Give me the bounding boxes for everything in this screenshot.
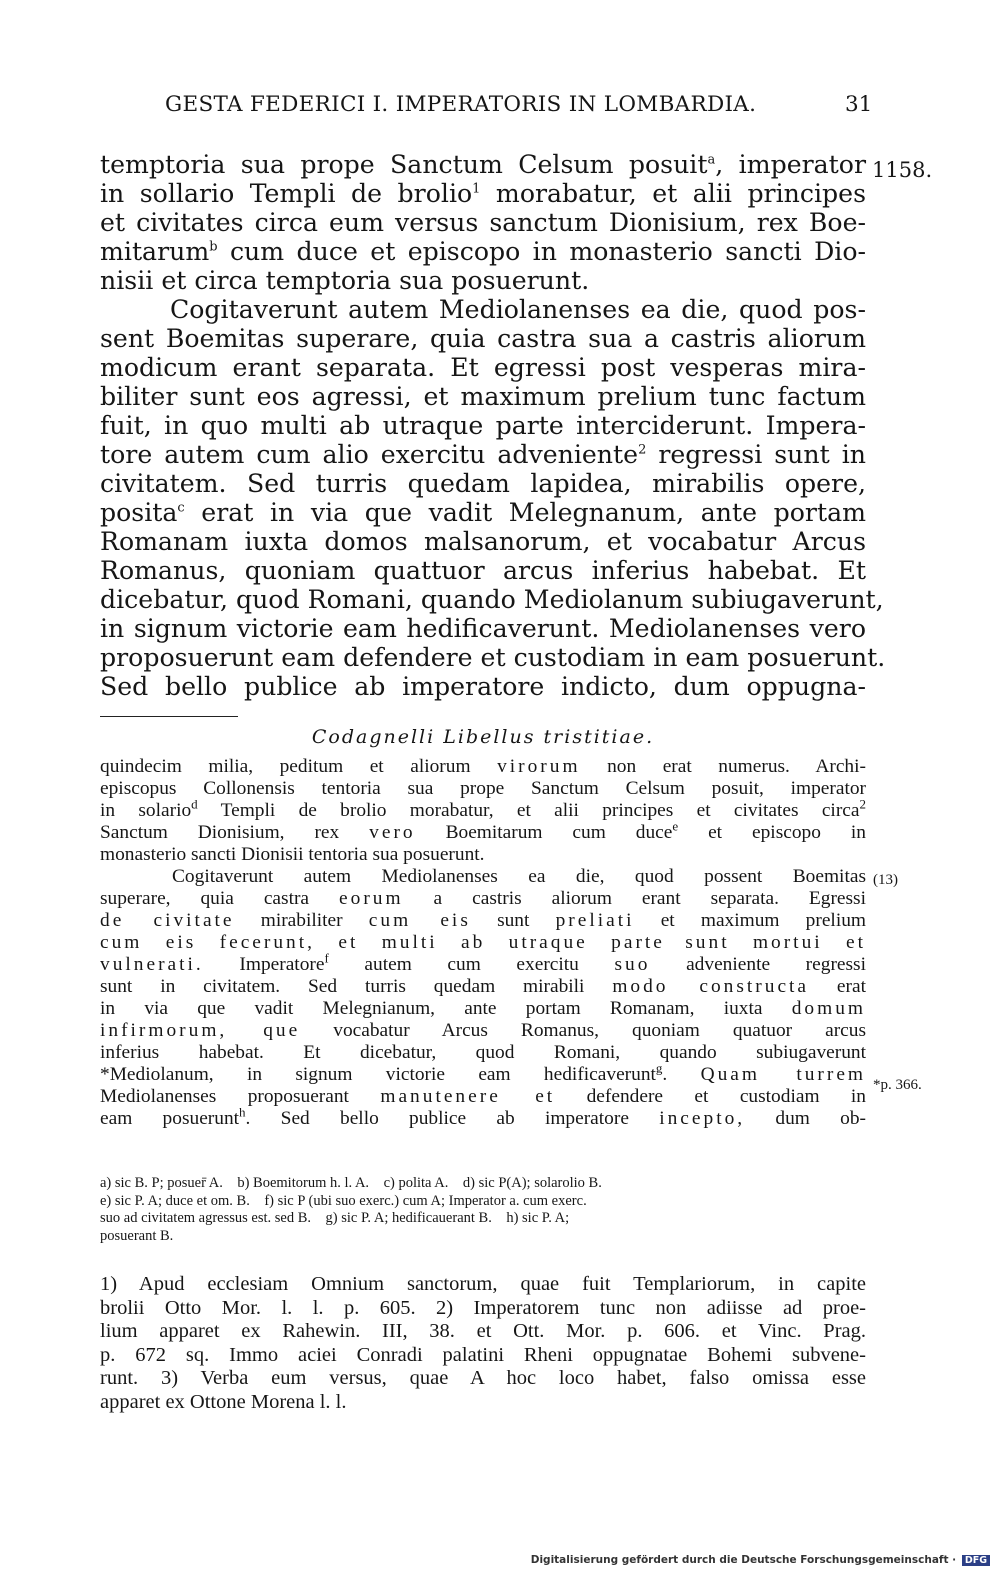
margin-page-ref: *p. 366. (873, 1077, 922, 1093)
main-text: temptoria sua prope Sanctum Celsum posuit$^a$, imperator in sollario Templi de brolio$^1$ morabatur, et alii principes et civitates circa eum versus sanctum Dionisium, rex Boe- mitarum$^b$ cum duce et episcopo in monasterio sancti Dio- nisii et circa temptoria sua posuerunt. Cogitaverunt autem Mediolanenses ea die, quod pos- sent Boemitas superare, quia castra sua a castris aliorum modicum erant separata. Et egressi post vesperas mira- biliter sunt eos agressi, et maximum prelium tunc factum fuit, in quo multi ab utraque parte interciderunt. Impera- tore autem cum alio exercitu adveniente$^2$ regressi sunt in civitatem. Sed turris quedam lapidea, mirabilis opere, posita$^c$ erat in via que vadit Melegnanum, ante portam Romanam iuxta domos malsanorum, et vocabatur Arcus Romanus, quoniam quattuor arcus inferius habebat. Et dicebatur, quod Romani, quando Mediolanum subiugaverunt, in signum victorie eam hedificaverunt. Mediolanenses vero proposuerunt eam defendere et custodiam in eam posuerunt. Sed bello publice ab imperatore indicto, dum oppugna- (100, 150, 886, 701)
subheading: Codagnelli Libellus tristitiae. (311, 726, 655, 748)
dfg-logo: DFG (962, 1555, 990, 1566)
section-rule (100, 716, 238, 717)
running-header: GESTA FEDERICI I. IMPERATORIS IN LOMBARDIA. (165, 92, 757, 117)
page-number: 31 (845, 92, 873, 117)
footnotes: 1) Apud ecclesiam Omnium sanctorum, quae fuit Templariorum, in capite brolii Otto Mor. l. l. p. 605. 2) Imperatorem tunc non adiisse ad proe- lium apparet ex Rahewin. III, 38. et Ott. Mor. p. 606. et Vinc. Prag. p. 672 sq. Immo aciei Conradi palatini Rheni oppugnatae Bohemi subvene- runt. 3) Verba eum versus, quae A hoc loco habet, falso omissa esse apparet ex Ottone Morena l. l. (100, 1273, 866, 1413)
digitization-credit: Digitalisierung gefördert durch die Deutsche Forschungsgemeinschaft · DFG (531, 1554, 990, 1566)
critical-apparatus: a) sic B. P; posuer̄ A. b) Boemitorum h. l. A. c) polita A. d) sic P(A); solarolio B. e) sic P. A; duce et om. B. f) sic P (ubi suo exerc.) cum A; Imperator a. cum exerc. suo ad civitatem agressus est. sed B. g) sic P. A; hedificauerant B. h) sic P. A; posuerant B. (100, 1175, 602, 1244)
margin-note-13: (13) (873, 872, 898, 888)
codagnelli-text: quindecim milia, peditum et aliorum virorum non erat numerus. Archi- episcopus Collonensis tentoria sua prope Sanctum Celsum posuit, imperator in solario$^d$ Templi de brolio morabatur, et alii principes et civitates circa$^2$ Sanctum Dionisium, rex vero Boemitarum cum duce$^e$ et episcopo in monasterio sancti Dionisii tentoria sua posuerunt. Cogitaverunt autem Mediolanenses ea die, quod possent Boemitas superare, quia castra eorum a castris aliorum erant separata. Egressi de civitate mirabiliter cum eis sunt preliati et maximum prelium cum eis fecerunt, et multi ab utraque parte sunt mortui et vulnerati. Imperatore$^f$ autem cum exercitu suo adveniente regressi sunt in civitatem. Sed turris quedam mirabili modo constructa erat in via que vadit Melegnianum, ante portam Romanam, iuxta domum infirmorum, que vocabatur Arcus Romanus, quoniam quatuor arcus inferius habebat. Et dicebatur, quod Romani, quando subiugaverunt *Mediolanum, in signum victorie eam hedificaverunt$^g$. Quam turrem Mediolanenses proposuerant manutenere et defendere et custodiam in eam posuerunt$^h$. Sed bello publice ab imperatore incepto, dum ob- (100, 756, 867, 1129)
margin-year: 1158. (872, 158, 933, 182)
